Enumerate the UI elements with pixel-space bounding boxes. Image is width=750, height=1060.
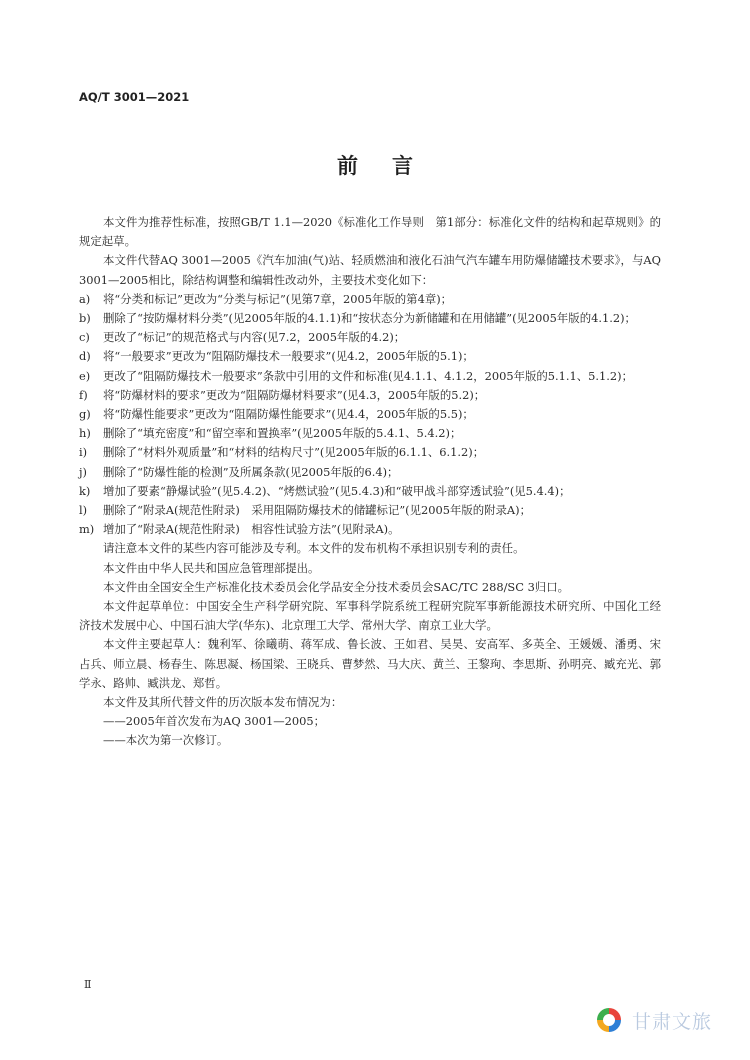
change-item [79, 309, 661, 328]
change-item [79, 463, 661, 482]
change-item-marker: k) [79, 483, 91, 498]
change-item [79, 405, 661, 424]
change-item-marker: b) [79, 311, 91, 326]
change-item [79, 520, 661, 539]
change-item-text: 删除了“填充密度”和“留空率和置换率”(见2005年版的5.4.1、5.4.2)； [103, 426, 462, 441]
change-item [79, 482, 661, 501]
document-code: AQ/T 3001—2021 [79, 90, 190, 104]
change-item-marker: f) [79, 387, 88, 402]
change-item-text: 将“防爆性能要求”更改为“阻隔防爆性能要求”(见4.4，2005年版的5.5)； [103, 407, 474, 422]
change-item-text: 更改了“标记”的规范格式与内容(见7.2，2005年版的4.2)； [103, 330, 406, 345]
change-item [79, 328, 661, 347]
change-item [79, 367, 661, 386]
closing-paragraphs [79, 539, 661, 712]
technical-changes-list [79, 290, 661, 540]
page-title: 前言 [337, 154, 447, 178]
change-item [79, 443, 661, 462]
page-number: Ⅱ [84, 978, 92, 991]
paragraph: 请注意本文件的某些内容可能涉及专利。本文件的发布机构不承担识别专利的责任。 [103, 541, 525, 556]
change-item-text: 删除了“附录A(规范性附录) 采用阻隔防爆技术的储罐标记”(见2005年版的附录A)； [103, 503, 531, 518]
change-item-text: 将“一般要求”更改为“阻隔防爆技术一般要求”(见4.2，2005年版的5.1)； [103, 349, 474, 364]
change-item-text: 增加了要素“静爆试验”(见5.4.2)、“烤燃试验”(见5.4.3)和“破甲战斗部穿透试验”(见5.4.4)； [103, 483, 571, 498]
change-item-text: 删除了“防爆性能的检测”及所属条款(见2005年版的6.4)； [103, 464, 399, 479]
change-item-marker: m) [79, 522, 95, 537]
paragraph: 本文件由中华人民共和国应急管理部提出。 [103, 560, 320, 575]
paragraph-standard-type: 本文件为推荐性标准，按照GB/T 1.1—2020《标准化工作导则 第1部分：标准化文件的结构和起草规则》的规定起草。 [79, 215, 661, 249]
watermark-swirl-icon [594, 1005, 624, 1035]
paragraph: 本文件起草单位：中国安全生产科学研究院、军事科学院系统工程研究院军事新能源技术研究所、中国化工经济技术发展中心、中国石油大学(华东)、北京理工大学、常州大学、南京工业大学。 [79, 599, 661, 633]
change-item-marker: g) [79, 407, 91, 422]
paragraph: 本文件由全国安全生产标准化技术委员会化学品安全分技术委员会SAC/TC 288/SC 3归口。 [103, 579, 569, 594]
history-entry: ——2005年首次发布为AQ 3001—2005； [103, 714, 326, 729]
paragraph-replacement: 本文件代替AQ 3001—2005《汽车加油(气)站、轻质燃油和液化石油气汽车罐车用防爆储罐技术要求》，与AQ 3001—2005相比，除结构调整和编辑性改动外，主要技术变化如下： [79, 253, 661, 287]
change-item-text: 增加了“附录A(规范性附录) 相容性试验方法”(见附录A)。 [103, 522, 400, 537]
change-item-text: 将“分类和标记”更改为“分类与标记”(见第7章，2005年版的第4章)； [103, 291, 453, 306]
change-item-marker: j) [79, 464, 87, 479]
change-item-marker: d) [79, 349, 91, 364]
change-item-text: 更改了“阻隔防爆技术一般要求”条款中引用的文件和标准(见4.1.1、4.1.2，2005年版的5.1.1、5.1.2)； [103, 368, 633, 383]
change-item-marker: e) [79, 368, 91, 383]
foreword-body [79, 213, 661, 751]
change-item-marker: c) [79, 330, 90, 345]
watermark-logo [594, 1003, 724, 1037]
change-item [79, 386, 661, 405]
change-item [79, 347, 661, 366]
change-item-marker: a) [79, 291, 91, 306]
history-entry: ——本次为第一次修订。 [103, 733, 229, 748]
version-history [79, 712, 661, 750]
change-item-text: 删除了“按防爆材料分类”(见2005年版的4.1.1)和“按状态分为新储罐和在用储罐”(见2005年版的4.1.2)； [103, 311, 636, 326]
change-item-marker: h) [79, 426, 91, 441]
paragraph: 本文件主要起草人：魏利军、徐曦萌、蒋军成、鲁长波、王如君、吴昊、安高军、多英全、王媛媛、潘勇、宋占兵、师立晨、杨春生、陈思凝、杨国梁、王晓兵、曹梦然、马大庆、黄兰、王黎珣、李思斯、孙明亮、臧充光、郭学永、路帅、臧洪龙、郑哲。 [79, 637, 661, 690]
paragraph: 本文件及其所代替文件的历次版本发布情况为： [103, 695, 343, 710]
change-item-text: 删除了“材料外观质量”和“材料的结构尺寸”(见2005年版的6.1.1、6.1.2)； [103, 445, 485, 460]
change-item-text: 将“防爆材料的要求”更改为“阻隔防爆材料要求”(见4.3，2005年版的5.2)； [103, 387, 486, 402]
change-item [79, 290, 661, 309]
watermark-text: 甘肃文旅 [632, 1010, 713, 1033]
change-item-marker: i) [79, 445, 88, 460]
change-item-marker: l) [79, 503, 88, 518]
change-item [79, 424, 661, 443]
change-item [79, 501, 661, 520]
